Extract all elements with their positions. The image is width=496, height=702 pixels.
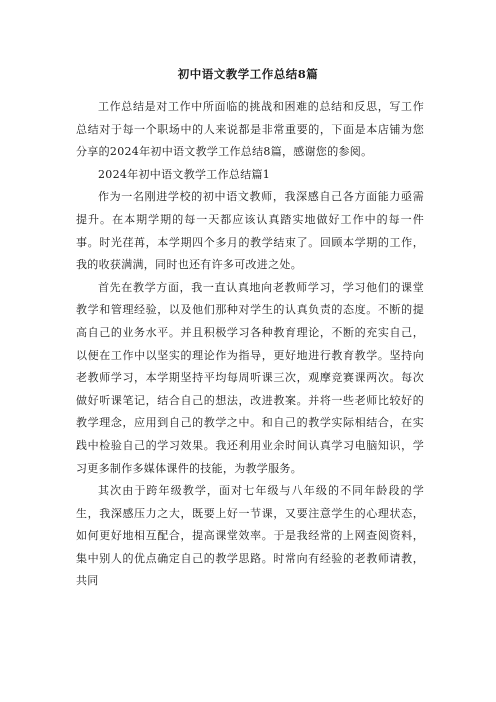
intro-paragraph: 工作总结是对工作中所面临的挑战和困难的总结和反思，写工作总结对于每一个职场中的人来说都是非常重要的，下面是本店铺为您分享的2024年初中语文教学工作总结8篇，感谢您的参阅。 (76, 100, 424, 159)
document-title: 初中语文教学工作总结8篇 (177, 67, 319, 81)
body-paragraph-3: 其次由于跨年级教学，面对七年级与八年级的不同年龄段的学生，我深感压力之大，既要上好一节课，又要注意学生的心理状态，如何更好地相互配合，提高课堂效率。于是我经常的上网查阅资料，集中别人的优点确定自己的教学思路。时常向有经验的老教师请教，共同 (76, 484, 424, 588)
body-paragraph-1: 作为一名刚进学校的初中语文教师，我深感自己各方面能力亟需提升。在本期学期的每一天都应该认真踏实地做好工作中的每一件事。时光荏苒，本学期四个多月的教学结束了。回顾本学期的工作，我的收获满满，同时也还有许多可改进之处。 (76, 190, 424, 272)
document-body (76, 96, 424, 593)
section-heading: 2024年初中语文教学工作总结篇1 (98, 167, 271, 181)
body-paragraph-2: 首先在教学方面，我一直认真地向老教师学习，学习他们的课堂教学和管理经验，以及他们那种对学生的认真负责的态度。不断的提高自己的业务水平。并且积极学习各种教育理论，不断的充实自己，以便在工作中以坚实的理论作为指导，更好地进行教育教学。坚持向老教师学习，本学期坚持平均每周听课三次，观摩竞赛课两次。每次做好听课笔记，结合自己的想法，改进教案。并将一些老师比较好的教学理念，应用到自己的教学之中。和自己的教学实际相结合，在实践中检验自己的学习效果。我还利用业余时间认真学习电脑知识，学习更多制作多媒体课件的技能，为教学服务。 (76, 280, 424, 475)
